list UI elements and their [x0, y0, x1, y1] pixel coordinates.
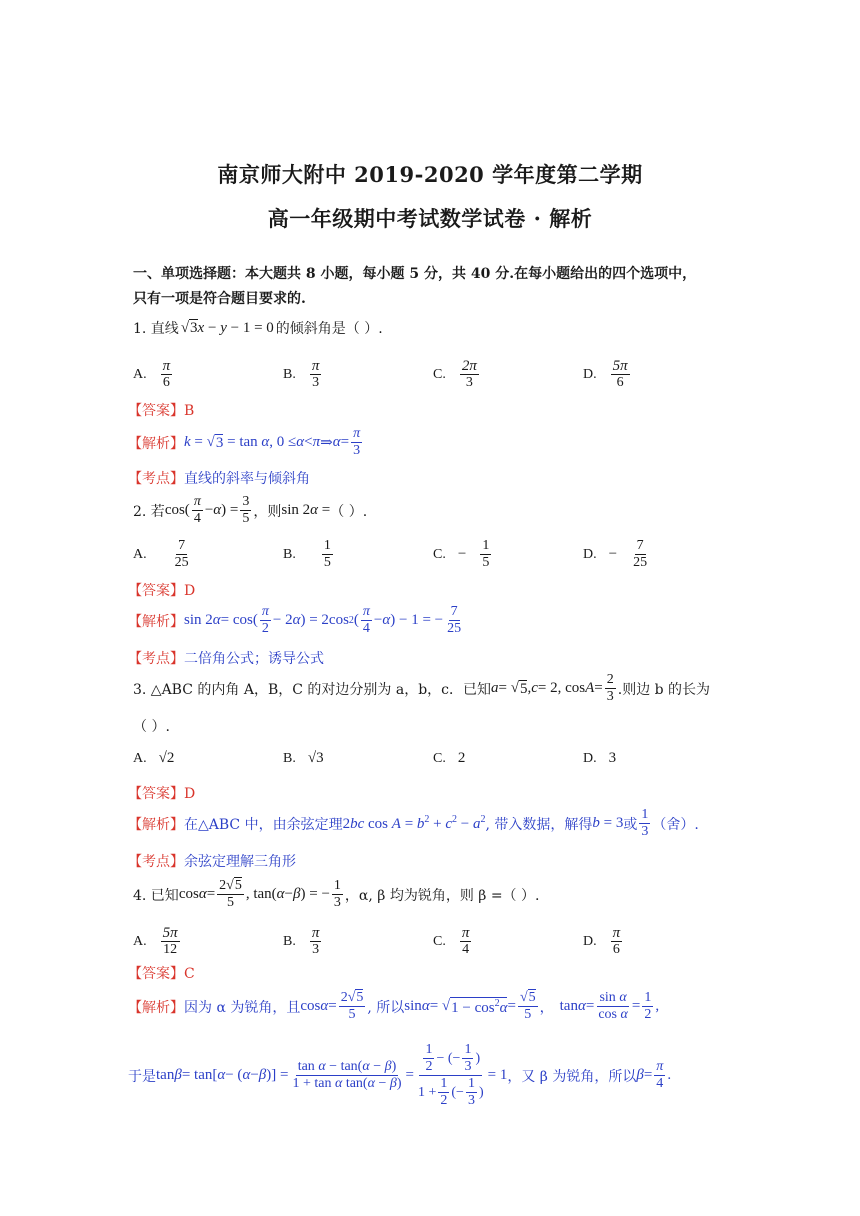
option-label: C. — [433, 933, 446, 949]
q1-option-a — [133, 358, 174, 391]
q4-stem-prefix: 4. 已知 — [133, 887, 179, 904]
q3-analysis-or: 或 — [623, 816, 638, 833]
q1-point — [128, 468, 310, 488]
point-tag: 【考点】 — [128, 651, 184, 667]
q3-stem-line-2: （ ）. — [133, 719, 170, 735]
q2-stem-prefix: 2. 若 — [133, 503, 165, 520]
numerator: π — [461, 925, 470, 941]
numerator: 5π — [162, 925, 178, 941]
q2-stem-formula-2: sin 2α = — [281, 502, 331, 518]
q3-analysis-suffix: （舍）. — [652, 816, 699, 833]
title-line-2: 高一年级期中考试数学试卷 · 解析 — [267, 206, 593, 231]
denominator: 6 — [616, 375, 624, 390]
denominator: 3 — [312, 375, 320, 390]
q3-analysis-prefix: 在△ABC 中，由余弦定理 — [184, 816, 343, 833]
denominator: 4 — [462, 942, 470, 957]
q2-option-c — [433, 538, 493, 571]
q4-analysis-line-2-formula-2: β = $\frac{\pi}{4}$ . — [636, 1059, 672, 1091]
option-label: A. — [133, 933, 147, 949]
point-text: 直线的斜率与倾斜角 — [184, 471, 310, 487]
answer-tag: 【答案】 — [128, 786, 184, 802]
q2-option-d — [583, 538, 651, 571]
option-value: 2 — [457, 750, 466, 766]
q1-option-d — [583, 358, 632, 391]
denominator: 25 — [633, 555, 648, 570]
denominator: 3 — [465, 375, 473, 390]
option-value: √2 — [158, 750, 175, 766]
q3-stem-prefix: 3. △ABC 的内角 A，B，C 的对边分别为 a，b，c．已知 — [133, 681, 492, 698]
q3-analysis-mid: , 带入数据，解得 — [485, 816, 593, 833]
option-label: C. — [433, 750, 446, 766]
option-label: A. — [133, 366, 147, 382]
q4-analysis-formula-2: sin α = √ $1 - \cos^2\alpha$ = $\frac{√5}{5}$ — [404, 990, 536, 1022]
q4-analysis-formula-3: tan α = $\frac{\text{sin α}}{\text{cos α}}$ = $\frac{1}{2}$ , — [559, 990, 660, 1022]
q3-option-d — [583, 750, 616, 767]
denominator: 25 — [174, 555, 189, 570]
q4-analysis-line-2-prefix: 于是 — [128, 1068, 156, 1085]
fraction — [161, 358, 173, 391]
q3-analysis — [128, 807, 699, 840]
q3-option-c — [433, 750, 465, 767]
option-label: D. — [583, 366, 597, 382]
fraction — [322, 538, 333, 571]
denominator: 12 — [163, 942, 178, 957]
numerator: 5π — [612, 358, 628, 374]
section-heading-line-1: 一、单项选择题：本大题共 8 小题，每小题 5 分，共 40 分.在每小题给出的四个选项中， — [133, 266, 697, 282]
answer-value: C — [184, 966, 195, 982]
analysis-tag: 【解析】 — [128, 435, 184, 452]
q3-stem-suffix: .则边 b 的长为 — [617, 681, 711, 698]
fraction — [611, 358, 630, 391]
q2-option-b — [283, 538, 335, 571]
q3-answer — [128, 783, 195, 803]
option-label: A. — [133, 546, 147, 562]
q2-stem-suffix: ，则 — [253, 503, 282, 520]
q4-option-a — [133, 925, 182, 958]
numerator: 2π — [461, 358, 477, 374]
option-sign: − — [457, 546, 467, 562]
denominator: 5 — [323, 555, 331, 570]
denominator: 3 — [312, 942, 320, 957]
answer-value: B — [184, 403, 195, 419]
option-label: C. — [433, 546, 446, 562]
q1-option-c — [433, 358, 481, 391]
numerator: 1 — [323, 538, 331, 553]
denominator: 6 — [162, 375, 170, 390]
option-label: D. — [583, 933, 597, 949]
option-sign: − — [608, 546, 618, 562]
question-3-stem — [133, 672, 710, 705]
q4-stem-suffix: ，α, β 均为锐角，则 β =（ ）. — [344, 887, 540, 904]
numerator: 7 — [636, 538, 644, 553]
answer-tag: 【答案】 — [128, 583, 184, 599]
q2-stem-formula: cos( $\frac{\pi}{4}$ − α ) = $\frac{3}{5}$ — [164, 494, 250, 526]
q4-analysis-part-1: 因为 α 为锐角，且 — [184, 999, 301, 1016]
option-label: B. — [283, 750, 296, 766]
point-tag: 【考点】 — [128, 471, 184, 487]
numerator: π — [311, 358, 320, 374]
q3-analysis-formula: 2bc $\cos A = b^2 + c^2 - a^2$ — [342, 814, 486, 832]
q4-option-d — [583, 925, 624, 958]
fraction: $\frac{1}{3}$ — [641, 807, 649, 839]
question-4-stem — [133, 878, 539, 911]
q1-stem-prefix: 1. 直线 — [133, 321, 179, 337]
numerator: π — [612, 925, 621, 941]
option-label: B. — [283, 366, 296, 382]
fraction — [310, 925, 322, 958]
option-label: D. — [583, 546, 597, 562]
q2-point — [128, 648, 324, 668]
answer-value: D — [184, 786, 196, 802]
q2-analysis-formula: sin 2 α = cos( $\frac{\pi}{2}$ − 2 α ) = 2cos 2 ( $\frac{\pi}{4}$ − α ) − 1 = − $\frac{7}{25}$ — [184, 604, 462, 636]
option-label: D. — [583, 750, 597, 766]
title-line-1: 南京师大附中 2019-2020 学年度第二学期 — [217, 162, 643, 187]
analysis-tag: 【解析】 — [128, 999, 184, 1016]
q2-analysis — [128, 604, 465, 637]
q3-option-a — [133, 750, 174, 767]
option-label: C. — [433, 366, 446, 382]
q1-analysis — [128, 426, 364, 459]
fraction — [480, 538, 491, 571]
fraction — [611, 925, 623, 958]
q4-stem-formula: cos α = $\frac{2√5}{5}$ , tan( α − β ) = − $\frac{1}{3}$ — [178, 878, 341, 910]
q4-option-b — [283, 925, 323, 958]
q3-stem-formula: a = √ 5 , c = 2, cos A = $\frac{2}{3}$ — [491, 672, 614, 704]
option-label: A. — [133, 750, 147, 766]
q4-option-c — [433, 925, 473, 958]
q4-answer — [128, 963, 195, 983]
q4-analysis-part-3: ， — [539, 999, 554, 1016]
answer-tag: 【答案】 — [128, 403, 184, 419]
q3-analysis-formula-2: b = 3 — [592, 815, 624, 831]
analysis-tag: 【解析】 — [128, 816, 184, 833]
q1-stem-formula: √3x − y − 1 = 0 — [180, 319, 274, 336]
fraction — [173, 538, 191, 571]
q2-answer — [128, 580, 195, 600]
q4-analysis-part-2: , 所以 — [367, 999, 405, 1016]
q4-analysis-line-1 — [128, 990, 659, 1023]
option-label: B. — [283, 546, 296, 562]
fraction — [310, 358, 322, 391]
section-heading-line-2: 只有一项是符合题目要求的. — [133, 291, 306, 307]
point-text: 二倍角公式；诱导公式 — [184, 651, 324, 667]
q1-option-b — [283, 358, 323, 391]
denominator: 6 — [612, 942, 620, 957]
q4-analysis-line-2-formula: tan β = tan[ α − ( α − β )] = $\frac{\text{tan α − tan(α − β)}}{\text{1 + tan α tan(α − β)}}$ = $\frac{1}{2}$ − (− $\frac{1}{3}$ ) 1 + $\frac{1}{2}$ (− $\frac{1}{3}$ ) = 1 — [156, 1042, 508, 1108]
q4-analysis-line-2-mid: ，又 β 为锐角，所以 — [507, 1068, 637, 1085]
q4-analysis-line-2 — [128, 1042, 671, 1109]
fraction — [161, 925, 180, 958]
q2-stem-suffix-2: （ ）. — [330, 503, 368, 520]
q1-analysis-formula: k = √ 3 = tan α , 0 ≤ α < π ⇒ α = $\frac{\pi}{3}$ — [184, 426, 361, 458]
fraction — [631, 538, 649, 571]
numerator: 7 — [178, 538, 186, 553]
option-value: √3 — [307, 750, 324, 766]
q4-analysis-formula-1: cos α = $\frac{2√5}{5}$ — [300, 990, 364, 1022]
q1-stem-suffix: 的倾斜角是（ ）. — [275, 321, 383, 337]
numerator: 1 — [482, 538, 490, 553]
numerator: π — [311, 925, 320, 941]
option-value: 3 — [608, 750, 617, 766]
fraction — [460, 358, 479, 391]
question-1-stem — [133, 318, 383, 338]
fraction — [460, 925, 472, 958]
question-2-stem — [133, 494, 367, 527]
answer-value: D — [184, 583, 196, 599]
point-tag: 【考点】 — [128, 854, 184, 870]
point-text: 余弦定理解三角形 — [184, 854, 296, 870]
q3-point — [128, 851, 296, 871]
analysis-tag: 【解析】 — [128, 613, 184, 630]
denominator: 5 — [482, 555, 490, 570]
q2-option-a — [133, 538, 193, 571]
numerator: π — [162, 358, 171, 374]
q3-option-b — [283, 750, 324, 767]
option-label: B. — [283, 933, 296, 949]
answer-tag: 【答案】 — [128, 966, 184, 982]
q1-answer — [128, 400, 194, 420]
